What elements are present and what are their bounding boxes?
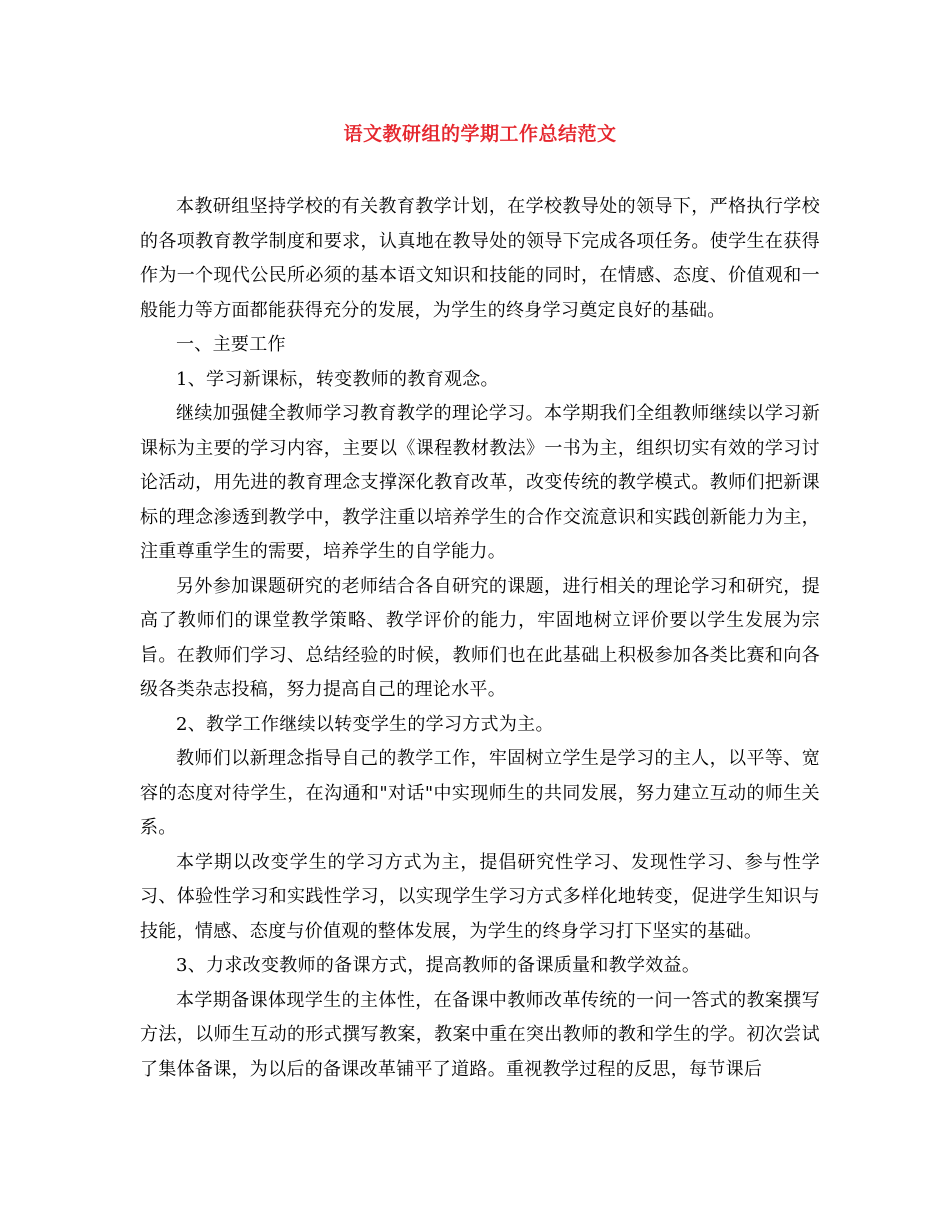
- paragraph: 继续加强健全教师学习教育教学的理论学习。本学期我们全组教师继续以学习新课标为主要的学习内容，主要以《课程教材教法》一书为主，组织切实有效的学习讨论活动，用先进的教育理念支撑深化教育改革，改变传统的教学模式。教师们把新课标的理念渗透到教学中，教学注重以培养学生的合作交流意识和实践创新能力为主，注重尊重学生的需要，培养学生的自学能力。: [140, 403, 820, 562]
- paragraph-intro: 本教研组坚持学校的有关教育教学计划，在学校教导处的领导下，严格执行学校的各项教育教学制度和要求，认真地在教导处的领导下完成各项任务。使学生在获得作为一个现代公民所必须的基本语文知识和技能的同时，在情感、态度、价值观和一般能力等方面都能获得充分的发展，为学生的终身学习奠定良好的基础。: [140, 196, 820, 321]
- paragraph: 另外参加课题研究的老师结合各自研究的课题，进行相关的理论学习和研究，提高了教师们的课堂教学策略、教学评价的能力，牢固地树立评价要以学生发展为宗旨。在教师们学习、总结经验的时候，教师们也在此基础上积极参加各类比赛和向各级各类杂志投稿，努力提高自己的理论水平。: [140, 575, 820, 700]
- subheading-3: 3、力求改变教师的备课方式，提高教师的备课质量和教学效益。: [176, 955, 701, 976]
- paragraph: 本学期以改变学生的学习方式为主，提倡研究性学习、发现性学习、参与性学习、体验性学习和实践性学习，以实现学生学习方式多样化地转变，促进学生知识与技能，情感、态度与价值观的整体发展，为学生的终身学习打下坚实的基础。: [140, 851, 820, 942]
- paragraph: 本学期备课体现学生的主体性，在备课中教师改革传统的一问一答式的教案撰写方法，以师生互动的形式撰写教案，教案中重在突出教师的教和学生的学。初次尝试了集体备课，为以后的备课改革铺平了道路。重视教学过程的反思，每节课后: [140, 989, 820, 1080]
- document-title: 语文教研组的学期工作总结范文: [343, 123, 617, 145]
- paragraph: 教师们以新理念指导自己的教学工作，牢固树立学生是学习的主人，以平等、宽容的态度对待学生，在沟通和"对话"中实现师生的共同发展，努力建立互动的师生关系。: [140, 748, 820, 838]
- subheading-2: 2、教学工作继续以转变学生的学习方式为主。: [176, 713, 554, 735]
- section-heading-main-work: 一、主要工作: [176, 334, 286, 355]
- subheading-1: 1、学习新课标，转变教师的教育观念。: [176, 368, 499, 390]
- document-body: [140, 190, 820, 1087]
